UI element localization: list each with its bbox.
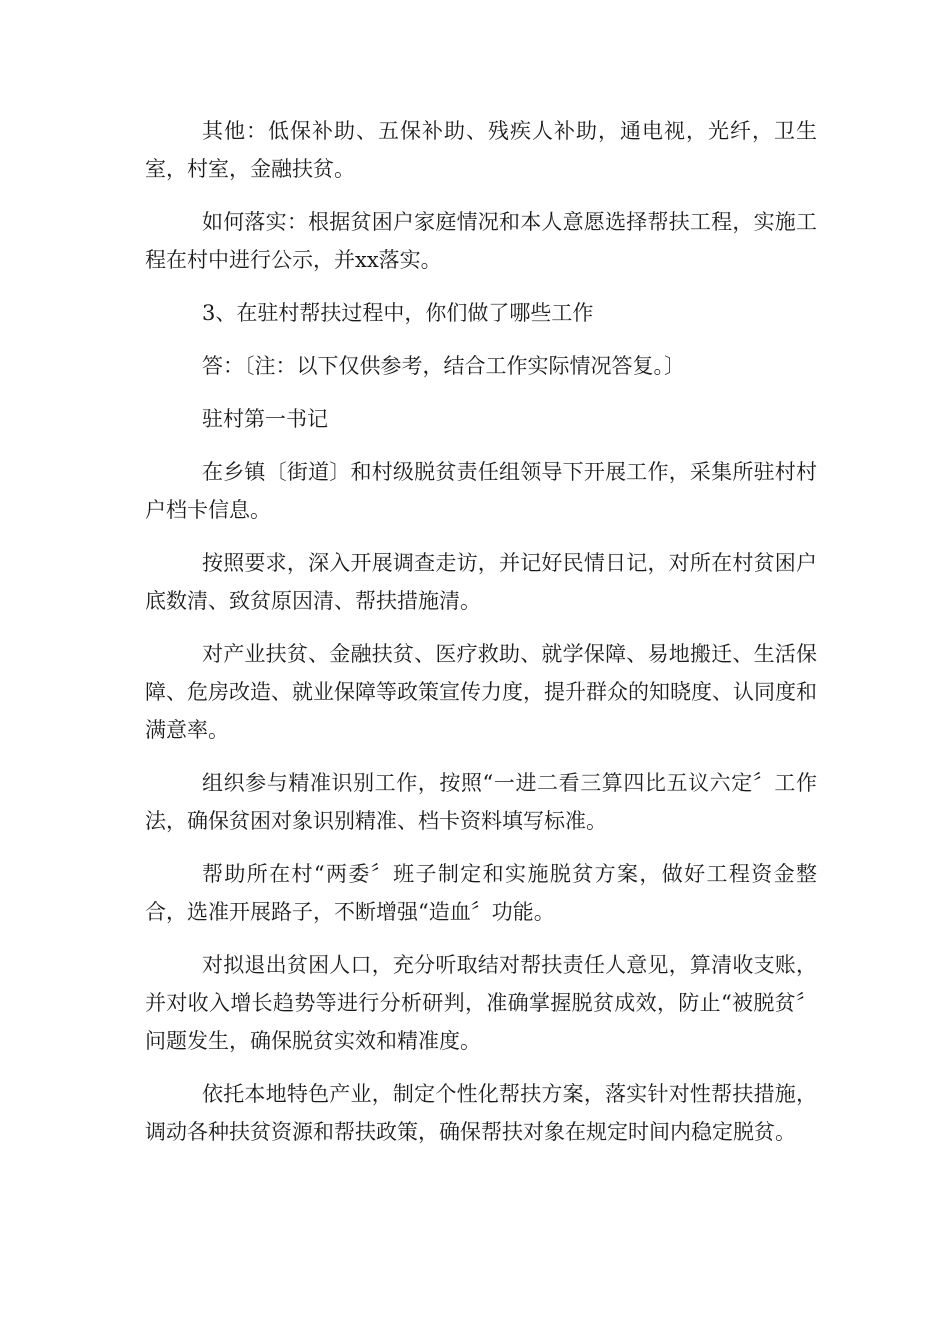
paragraph-exit-assessment: 对拟退出贫困人口，充分听取结对帮扶责任人意见，算清收支账，并对收入增长趋势等进行分析研判，准确掌握脱贫成效，防止“被脱贫〞问题发生，确保脱贫实效和精准度。 xyxy=(145,953,817,1053)
paragraph-local-industry: 依托本地特色产业，制定个性化帮扶方案，落实针对性帮扶措施，调动各种扶贫资源和帮扶政策，确保帮扶对象在规定时间内稳定脱贫。 xyxy=(145,1082,817,1144)
paragraph-investigation: 按照要求，深入开展调查走访，并记好民情日记，对所在村贫困户底数清、致贫原因清、帮扶措施清。 xyxy=(145,551,817,613)
paragraph-precise-identification: 组织参与精准识别工作，按照“一进二看三算四比五议六定〞工作法，确保贫困对象识别精准、档卡资料填写标准。 xyxy=(145,771,817,833)
paragraph-other-subsidies: 其他：低保补助、五保补助、残疾人补助，通电视，光纤，卫生室，村室，金融扶贫。 xyxy=(145,119,817,181)
paragraph-policy-publicity: 对产业扶贫、金融扶贫、医疗救助、就学保障、易地搬迁、生活保障、危房改造、就业保障等政策宣传力度，提升群众的知晓度、认同度和满意率。 xyxy=(145,642,817,742)
paragraph-collect-info: 在乡镇〔街道〕和村级脱贫责任组领导下开展工作，采集所驻村村户档卡信息。 xyxy=(145,460,817,522)
paragraph-how-to-implement: 如何落实：根据贫困户家庭情况和本人意愿选择帮扶工程，实施工程在村中进行公示，并xx落实。 xyxy=(145,210,817,272)
paragraph-poverty-plan: 帮助所在村“两委〞班子制定和实施脱贫方案，做好工程资金整合，选准开展路子，不断增强“造血〞功能。 xyxy=(145,862,817,924)
question-3-heading: 3、在驻村帮扶过程中，你们做了哪些工作 xyxy=(202,301,594,325)
document-body xyxy=(145,112,817,1166)
section-first-secretary: 驻村第一书记 xyxy=(202,407,328,431)
answer-note: 答：〔注：以下仅供参考，结合工作实际情况答复。〕 xyxy=(202,354,685,378)
